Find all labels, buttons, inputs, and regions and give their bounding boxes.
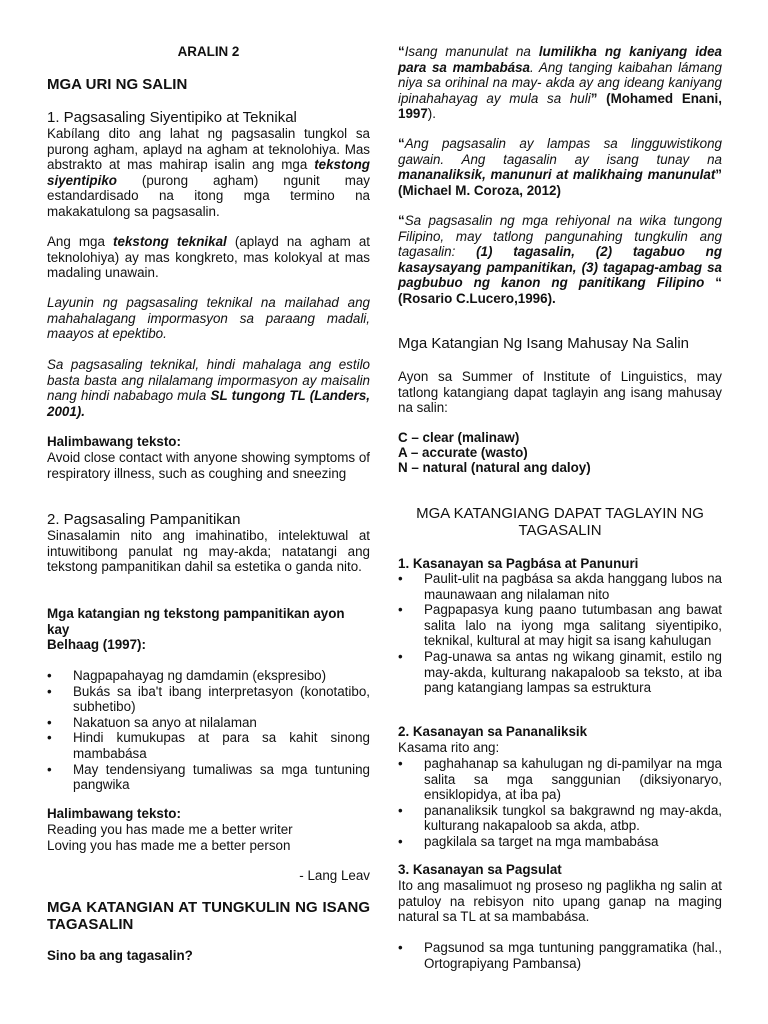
list-item: • Hindi kumukupas at para sa kahit sinong mambabása [47,730,370,761]
example-line-2: Loving you has made me a better person [47,838,291,853]
paragraph-sil: Ayon sa Summer of Institute of Linguistics, may tatlong katangiang dapat taglayin ang isang mahusay na salin: [398,369,722,416]
list-item: • pananaliksik tungkol sa bakgrawnd ng may-akda, kulturang nakapaloob sa akda, atbp. [398,803,722,834]
paragraph-literary: Sinasalamin nito ang imahinatibo, intelektuwal at intuwitibong panulat ng may-akda; natatangi ang tekstong pampanitikan dahil sa estetika o ganda nito. [47,528,370,575]
skill-list-writing [398,940,722,971]
skill-title-research: 2. Kasanayan sa Pananaliksik [398,724,588,739]
skill-title-reading: 1. Kasanayan sa Pagbása at Panunuri [398,556,639,571]
cna-clear: C – clear (malinaw) [398,430,520,445]
quote-lucero: “Sa pagsasalin ng mga rehiyonal na wika tungong Filipino, may tatlong pangunahing tungkulin ang tagasalin: (1) tagasalin, (2) tagabuo ng kasaysayang pampanitikan, (3) tagapag-ambag sa pagbubuo ng kanon ng panitikang Filipino “ (Rosario C.Lucero,1996). [398,213,723,306]
list-item: • paghahanap sa kahulugan ng di-pamilyar na mga salita sa mga sanggunian (diksiyonaryo, ensiklopidya, at iba pa) [398,756,722,803]
cna-accurate: A – accurate (wasto) [398,445,528,460]
section-title-scientific-technical: 1. Pagsasaling Siyentipiko at Teknikal [47,109,297,126]
paragraph-technical-goal: Layunin ng pagsasaling teknikal na mailahad ang mahahalagang impormasyon sa paraang madali, maayos at epektibo. [47,295,370,342]
skill-writing-paragraph: Ito ang masalimuot ng proseso ng paglikha ng salin at patuloy na rebisyon nito upang ganap na maging natural sa TL at sa mambabása. [398,878,722,925]
example-author: - Lang Leav [299,868,370,883]
lesson-number: ARALIN 2 [177,44,240,59]
skill-list-reading [398,571,722,696]
skill-list-research [398,756,722,850]
literary-characteristics-label: Mga katangian ng tekstong pampanitikan ayon kay Belhaag (1997): [47,606,345,653]
section-title-literary: 2. Pagsasaling Pampanitikan [47,511,241,528]
list-item: • Paulit-ulit na pagbása sa akda hanggang lubos na maunawaan ang nilalaman nito [398,571,722,602]
example-text-1: Avoid close contact with anyone showing symptoms of respiratory illness, such as coughing and sneezing [47,450,370,481]
example-line-1: Reading you has made me a better writer [47,822,293,837]
quote-coroza: “Ang pagsasalin ay lampas sa lingguwistikong gawain. Ang tagasalin ay isang tunay na mananaliksik, manunuri at malikhaing manunulat” (Michael M. Coroza, 2012) [398,136,722,198]
list-item: • Nagpapahayag ng damdamin (ekspresibo) [47,668,370,684]
paragraph-technical-style: Sa pagsasaling teknikal, hindi mahalaga ang estilo basta basta ang nilalamang impormasyon ay maisalin nang hindi nababago mula SL tungong TL (Landers, 2001). [47,357,370,419]
skill-research-intro: Kasama rito ang: [398,740,500,755]
example-label-1: Halimbawang teksto: [47,434,181,449]
list-item: • May tendensiyang tumaliwas sa mga tuntuning pangwika [47,762,370,793]
heading-good-translation: Mga Katangian Ng Isang Mahusay Na Salin [398,335,690,352]
quote-enani: “Isang manunulat na lumilikha ng kaniyang idea para sa mambabása. Ang tanging kaibahan lámang niya sa orihinal na may- akda ay ang ideang kaniyang ipinahahayag ay mula sa huli” (Mohamed Enani, 1997). [398,44,723,122]
skill-title-writing: 3. Kasanayan sa Pagsulat [398,862,562,877]
list-item: • Bukás sa iba't ibang interpretasyon (konotatibo, subhetibo) [47,684,370,715]
main-title: MGA URI NG SALIN [47,76,188,93]
heading-translator-qualities: MGA KATANGIANG DAPAT TAGLAYIN NG TAGASALIN [416,505,704,539]
list-item: • pagkilala sa target na mga mambabása [398,834,722,850]
paragraph-technical: Ang mga tekstong teknikal (aplayd na agham at teknolohiya) ay mas kongkreto, mas kolokyal at mas madaling unawain. [47,234,370,281]
cna-natural: N – natural (natural ang daloy) [398,460,591,475]
section-title-translator: MGA KATANGIAN AT TUNGKULIN NG ISANG TAGASALIN [47,899,370,933]
list-item: • Pagpapasya kung paano tutumbasan ang bawat salita lalo na iyong mga salitang siyentipiko, teknikal, kultural at may higit sa isang kahulugan [398,602,722,649]
list-item: • Pag-unawa sa antas ng wikang ginamit, estilo ng may-akda, kulturang nakapaloob sa teksto, at iba pang katangiang lampas sa estruktura [398,649,722,696]
paragraph-scientific: Kabílang dito ang lahat ng pagsasalin tungkol sa purong agham, aplayd na agham at teknolohiya. Mas abstrakto at mas mahirap isalin ang mga tekstong siyentipiko (purong agham) ngunit may estandardisado na itong mga termino na makakatulong sa pagsasalin. [47,126,370,219]
literary-characteristics-list [47,668,370,793]
translator-question: Sino ba ang tagasalin? [47,948,193,963]
list-item: • Nakatuon sa anyo at nilalaman [47,715,370,731]
example-label-2: Halimbawang teksto: [47,806,181,821]
list-item: • Pagsunod sa mga tuntuning panggramatika (hal., Ortograpiyang Pambansa) [398,940,722,971]
